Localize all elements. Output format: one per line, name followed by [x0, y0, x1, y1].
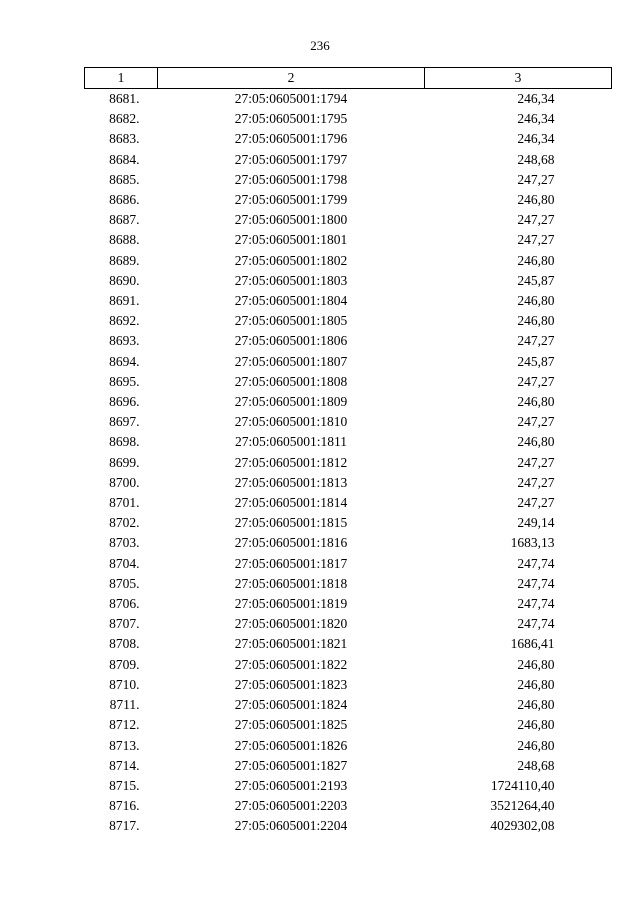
row-value: 248,68	[517, 151, 555, 167]
column-header-3: 3	[425, 68, 612, 89]
row-value: 247,74	[517, 555, 555, 571]
row-value: 246,34	[517, 111, 555, 127]
table-row	[85, 655, 612, 675]
header-row	[85, 68, 612, 89]
cadastral-number: 27:05:0605001:1822	[234, 656, 348, 672]
table-row	[85, 372, 612, 392]
row-number: 8701.	[109, 495, 140, 511]
row-number: 8688.	[109, 232, 140, 248]
row-number: 8699.	[109, 454, 140, 470]
cadastral-number: 27:05:0605001:1800	[234, 212, 348, 228]
table-row	[85, 129, 612, 149]
cadastral-number: 27:05:0605001:1816	[234, 535, 348, 551]
row-number: 8704.	[109, 555, 140, 571]
row-value: 246,80	[517, 434, 555, 450]
row-value: 247,27	[517, 414, 555, 430]
row-value: 246,34	[517, 91, 555, 106]
cadastral-number: 27:05:0605001:1823	[234, 676, 348, 692]
row-value: 4029302,08	[490, 818, 555, 834]
row-value: 247,27	[517, 454, 555, 470]
row-number: 8705.	[109, 575, 140, 591]
row-number: 8707.	[109, 616, 140, 632]
cadastral-number: 27:05:0605001:2204	[234, 818, 348, 834]
row-number: 8692.	[109, 313, 140, 329]
row-value: 246,80	[517, 697, 555, 713]
table-row	[85, 271, 612, 291]
table-row	[85, 412, 612, 432]
row-number: 8686.	[109, 192, 140, 208]
row-number: 8717.	[109, 818, 140, 834]
data-table	[84, 67, 612, 837]
row-value: 3521264,40	[490, 798, 555, 814]
table-row	[85, 392, 612, 412]
row-value: 247,74	[517, 575, 555, 591]
row-number: 8683.	[109, 131, 140, 147]
table-row	[85, 230, 612, 250]
row-value: 246,34	[517, 131, 555, 147]
cadastral-number: 27:05:0605001:1810	[234, 414, 348, 430]
table-row	[85, 109, 612, 129]
row-number: 8712.	[109, 717, 140, 733]
row-number: 8690.	[109, 272, 140, 288]
row-value: 246,80	[517, 192, 555, 208]
cadastral-number: 27:05:0605001:1796	[234, 131, 348, 147]
row-value: 246,80	[517, 394, 555, 410]
row-value: 247,27	[517, 373, 555, 389]
table-row	[85, 574, 612, 594]
table-row	[85, 776, 612, 796]
cadastral-number: 27:05:0605001:1820	[234, 616, 348, 632]
row-number: 8703.	[109, 535, 140, 551]
cadastral-number: 27:05:0605001:1805	[234, 313, 348, 329]
cadastral-number: 27:05:0605001:1812	[234, 454, 348, 470]
row-number: 8681.	[109, 91, 140, 106]
cadastral-number: 27:05:0605001:1806	[234, 333, 348, 349]
row-number: 8689.	[109, 252, 140, 268]
row-value: 246,80	[517, 293, 555, 309]
row-value: 246,80	[517, 656, 555, 672]
table-header	[85, 68, 612, 89]
cadastral-number: 27:05:0605001:1809	[234, 394, 348, 410]
table-row	[85, 331, 612, 351]
table-row	[85, 150, 612, 170]
row-number: 8709.	[109, 656, 140, 672]
row-value: 246,80	[517, 313, 555, 329]
table-row	[85, 675, 612, 695]
data-table-container	[84, 67, 611, 837]
row-value: 247,27	[517, 474, 555, 490]
table-row	[85, 816, 612, 836]
cadastral-number: 27:05:0605001:1817	[234, 555, 348, 571]
cadastral-number: 27:05:0605001:2193	[234, 777, 348, 793]
row-number: 8708.	[109, 636, 140, 652]
cadastral-number: 27:05:0605001:1811	[234, 434, 347, 450]
row-number: 8711.	[109, 697, 140, 713]
row-value: 247,27	[517, 232, 555, 248]
row-number: 8685.	[109, 171, 140, 187]
row-number: 8716.	[109, 798, 140, 814]
cadastral-number: 27:05:0605001:1826	[234, 737, 348, 753]
table-row	[85, 170, 612, 190]
table-row	[85, 695, 612, 715]
row-value: 249,14	[517, 515, 555, 531]
table-row	[85, 513, 612, 533]
row-number: 8687.	[109, 212, 140, 228]
column-header-2: 2	[158, 68, 425, 89]
row-number: 8694.	[109, 353, 140, 369]
table-row	[85, 493, 612, 513]
row-value: 247,27	[517, 495, 555, 511]
cadastral-number: 27:05:0605001:1808	[234, 373, 348, 389]
row-value: 247,74	[517, 616, 555, 632]
row-number: 8682.	[109, 111, 140, 127]
row-number: 8697.	[109, 414, 140, 430]
cadastral-number: 27:05:0605001:1814	[234, 495, 348, 511]
row-value: 1724110,40	[490, 777, 555, 793]
cadastral-number: 27:05:0605001:1818	[234, 575, 348, 591]
row-value: 1686,41	[510, 636, 555, 652]
table-row	[85, 432, 612, 452]
page-number: 236	[310, 38, 330, 53]
row-number: 8700.	[109, 474, 140, 490]
table-row	[85, 352, 612, 372]
row-number: 8702.	[109, 515, 140, 531]
cadastral-number: 27:05:0605001:1802	[234, 252, 348, 268]
row-value: 245,87	[517, 272, 555, 288]
cadastral-number: 27:05:0605001:1807	[234, 353, 348, 369]
table-row	[85, 796, 612, 816]
cadastral-number: 27:05:0605001:1821	[234, 636, 348, 652]
table-row	[85, 634, 612, 654]
row-number: 8691.	[109, 293, 140, 309]
table-row	[85, 736, 612, 756]
table-body	[85, 89, 612, 837]
row-number: 8696.	[109, 394, 140, 410]
table-row	[85, 89, 612, 110]
column-header-1: 1	[85, 68, 158, 89]
table-row	[85, 614, 612, 634]
row-number: 8714.	[109, 757, 140, 773]
row-value: 247,27	[517, 333, 555, 349]
table-row	[85, 554, 612, 574]
row-number: 8684.	[109, 151, 140, 167]
cadastral-number: 27:05:0605001:1813	[234, 474, 348, 490]
table-row	[85, 756, 612, 776]
cadastral-number: 27:05:0605001:1798	[234, 171, 348, 187]
row-value: 246,80	[517, 252, 555, 268]
row-value: 246,80	[517, 676, 555, 692]
table-row	[85, 291, 612, 311]
row-value: 247,27	[517, 212, 555, 228]
row-number: 8706.	[109, 596, 140, 612]
row-value: 248,68	[517, 757, 555, 773]
cadastral-number: 27:05:0605001:1795	[234, 111, 348, 127]
cadastral-number: 27:05:0605001:1815	[234, 515, 348, 531]
row-value: 247,27	[517, 171, 555, 187]
cadastral-number: 27:05:0605001:1825	[234, 717, 348, 733]
row-value: 247,74	[517, 596, 555, 612]
cadastral-number: 27:05:0605001:1819	[234, 596, 348, 612]
table-row	[85, 210, 612, 230]
row-value: 246,80	[517, 737, 555, 753]
cadastral-number: 27:05:0605001:1803	[234, 272, 348, 288]
cadastral-number: 27:05:0605001:1824	[234, 697, 348, 713]
row-number: 8695.	[109, 373, 140, 389]
cadastral-number: 27:05:0605001:2203	[234, 798, 348, 814]
table-row	[85, 533, 612, 553]
table-row	[85, 190, 612, 210]
row-number: 8710.	[109, 676, 140, 692]
cadastral-number: 27:05:0605001:1804	[234, 293, 348, 309]
cadastral-number: 27:05:0605001:1799	[234, 192, 348, 208]
cadastral-number: 27:05:0605001:1797	[234, 151, 348, 167]
table-row	[85, 473, 612, 493]
cadastral-number: 27:05:0605001:1794	[234, 91, 348, 106]
row-number: 8698.	[109, 434, 140, 450]
row-number: 8713.	[109, 737, 140, 753]
table-row	[85, 311, 612, 331]
table-row	[85, 251, 612, 271]
row-value: 246,80	[517, 717, 555, 733]
row-value: 245,87	[517, 353, 555, 369]
row-value: 1683,13	[510, 535, 555, 551]
table-row	[85, 594, 612, 614]
table-row	[85, 453, 612, 473]
table-row	[85, 715, 612, 735]
row-number: 8693.	[109, 333, 140, 349]
row-number: 8715.	[109, 777, 140, 793]
cadastral-number: 27:05:0605001:1801	[234, 232, 348, 248]
cadastral-number: 27:05:0605001:1827	[234, 757, 348, 773]
